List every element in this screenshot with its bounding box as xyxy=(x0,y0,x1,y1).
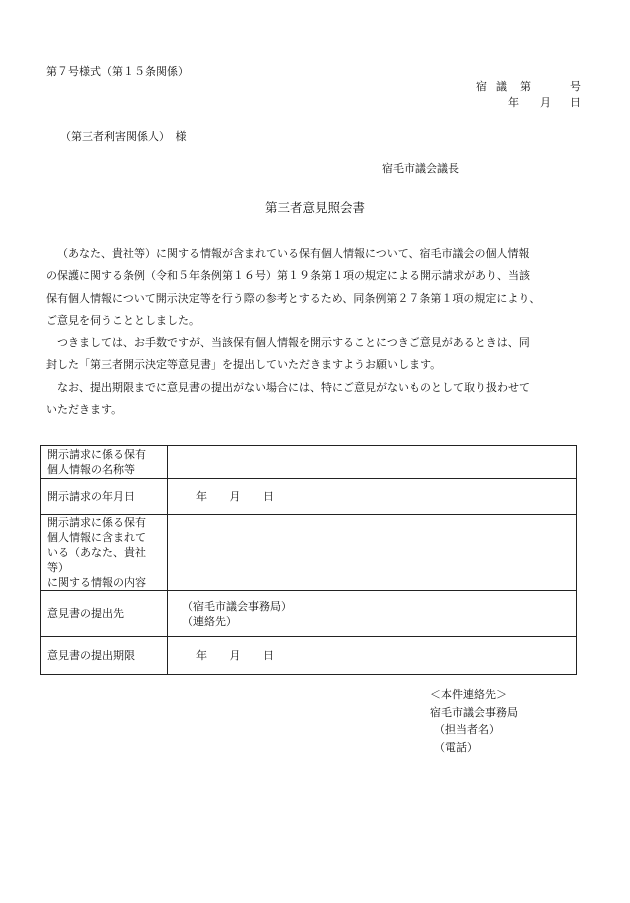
body-line: 保有個人情報について開示決定等を行う際の参考とするため、同条例第２７条第１項の規定により、 xyxy=(46,291,541,305)
doc-number-part: 宿 xyxy=(476,80,487,93)
label-line: 開示請求に係る保有 xyxy=(47,516,146,529)
dest-office: （宿毛市議会事務局） xyxy=(182,599,292,613)
date-year: 年 xyxy=(508,96,519,109)
field-deadline[interactable] xyxy=(168,637,577,675)
doc-number-part: 号 xyxy=(570,80,581,93)
sender: 宿毛市議会議長 xyxy=(382,162,459,175)
label-line: 個人情報の名称等 xyxy=(47,463,135,476)
table-row xyxy=(41,637,577,675)
body-line: （あなた、貴社等）に関する情報が含まれている保有個人情報について、宿毛市議会の個人情報 xyxy=(57,247,530,260)
body-text xyxy=(46,243,591,421)
body-line: なお、提出期限までに意見書の提出がない場合には、特にご意見がないものとして取り扱わせて xyxy=(57,380,530,394)
contact-block xyxy=(430,686,518,756)
date-year: 年 xyxy=(196,649,207,662)
contact-office: 宿毛市議会事務局 xyxy=(430,705,518,719)
label-line: いる（あなた、貴社等） xyxy=(47,546,146,574)
form-number: 第７号様式（第１５条関係） xyxy=(46,65,189,78)
contact-person: （担当者名） xyxy=(434,723,500,736)
table-row xyxy=(41,446,577,479)
table-row xyxy=(41,515,577,591)
dest-contact: （連絡先） xyxy=(182,614,237,628)
addressee: （第三者利害関係人） 様 xyxy=(60,130,187,143)
field-request-date[interactable] xyxy=(168,479,577,515)
row-label: 意見書の提出期限 xyxy=(41,637,168,675)
date-month: 月 xyxy=(540,96,551,109)
row-label xyxy=(41,446,168,479)
body-line: ご意見を伺うこととしました。 xyxy=(46,313,200,327)
date-day: 日 xyxy=(263,490,274,503)
label-line: 個人情報に含まれて xyxy=(47,531,146,544)
body-line: 封した「第三者開示決定等意見書」を提出していただきますようお願いします。 xyxy=(46,358,442,372)
contact-heading: ＜本件連絡先＞ xyxy=(430,688,507,701)
document-title: 第三者意見照会書 xyxy=(264,200,365,215)
field-submission-dest[interactable] xyxy=(168,591,577,637)
info-table xyxy=(40,445,577,675)
row-label: 意見書の提出先 xyxy=(41,591,168,637)
doc-number-part: 第 xyxy=(520,80,531,93)
doc-number-part: 議 xyxy=(496,80,507,93)
label-line: 開示請求に係る保有 xyxy=(47,448,146,461)
body-line: つきましては、お手数ですが、当該保有個人情報を開示することにつきご意見があるときは、同 xyxy=(57,336,530,350)
date-day: 日 xyxy=(570,96,581,109)
table-row xyxy=(41,479,577,515)
field-record-name[interactable] xyxy=(168,446,577,479)
date-month: 月 xyxy=(229,649,241,662)
row-label xyxy=(41,515,168,591)
field-info-content[interactable] xyxy=(168,515,577,591)
table-row xyxy=(41,591,577,637)
date-day: 日 xyxy=(263,649,274,662)
date-year: 年 xyxy=(196,490,207,503)
contact-phone: （電話） xyxy=(434,740,478,754)
body-line: いただきます。 xyxy=(46,403,123,417)
label-line: に関する情報の内容 xyxy=(47,576,146,589)
date-month: 月 xyxy=(229,490,241,503)
body-line: の保護に関する条例（令和５年条例第１６号）第１９条第１項の規定による開示請求があり、当該 xyxy=(46,269,530,283)
row-label: 開示請求の年月日 xyxy=(41,479,168,515)
